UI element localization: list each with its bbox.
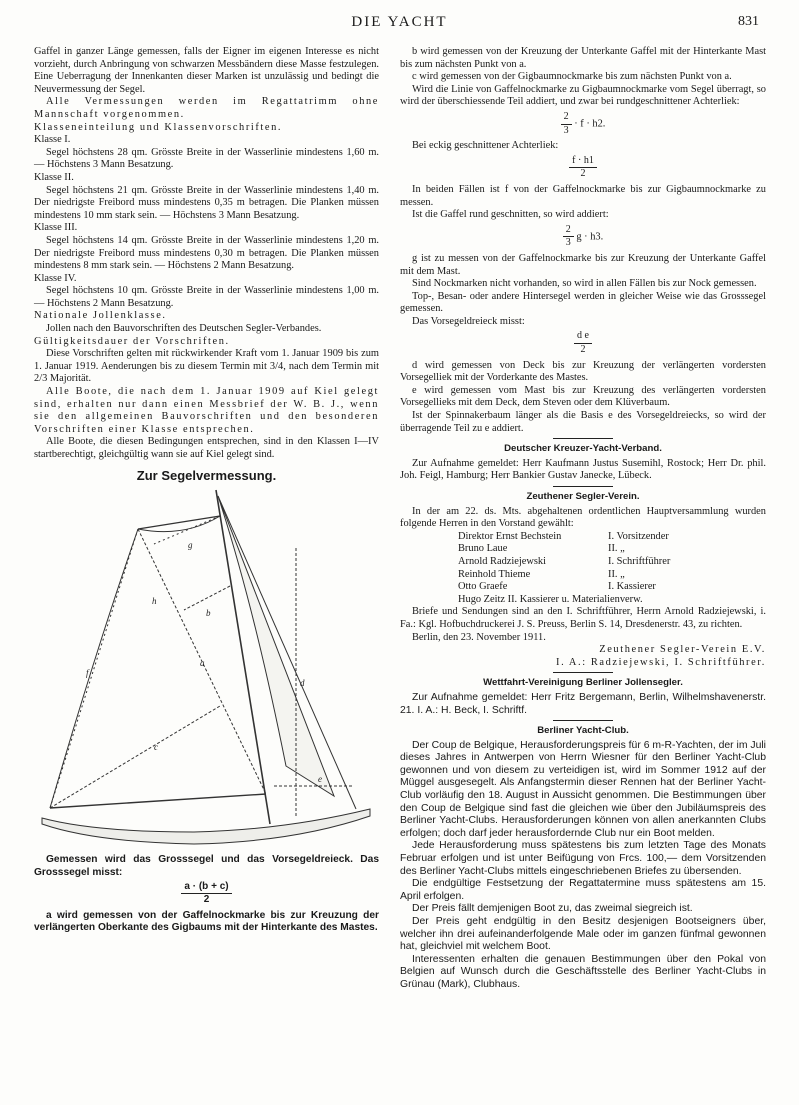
member-role: I. Schriftführer [608,555,671,567]
label-f: f [86,668,89,679]
label-h: h [152,596,157,607]
paragraph: Ist der Spinnakerbaum länger als die Basis e des Vorsegeldreiecks, so wird der überragende Teil zu e addiert. [400,410,766,434]
section-heading: Klasseneinteilung und Klassenvorschriften. [34,121,283,133]
divider [553,438,613,439]
paragraph: Der Preis fällt demjenigen Boot zu, das zweimal siegreich ist. [412,903,693,915]
class-title: Klasse I. [34,134,71,146]
figure-title: Zur Segelvermessung. [136,467,277,483]
paragraph: Ist die Gaffel rund geschnitten, so wird addiert: [412,209,609,221]
formula-numerator: d e [574,330,592,344]
signature: Zeuthener Segler-Verein E.V. [599,644,766,656]
paragraph: c wird gemessen von der Gigbaumnockmarke bis zum nächsten Punkt von a. [412,71,732,83]
paragraph: Interessenten erhalten die genauen Bestimmungen über den Pokal von Belgien auf Wunsch durch die Geschäftsstelle des Berliner Yacht-Clubs in Grünau (Mark), Clubhaus. [400,953,766,990]
paragraph: Top-, Besan- oder andere Hintersegel werden in gleicher Weise wie das Grosssegel gemessen. [400,290,766,315]
label-c: c [154,742,158,753]
paragraph: Das Vorsegeldreieck misst: [412,315,525,327]
paragraph: Zur Aufnahme gemeldet: Herr Fritz Bergemann, Berlin, Wilhelmshavenerstr. 21. I. A.: H. Beck, I. Schriftf. [400,691,766,716]
paragraph: g ist zu messen von der Gaffelnockmarke bis zur Kreuzung der Unterkante Gaffel mit dem Mast. [400,252,766,277]
formula-rest: · f · h2. [574,118,606,130]
figure-caption [34,854,379,934]
board-member [400,569,766,582]
paragraph: d wird gemessen von Deck bis zur Kreuzung der verlängerten vordersten Vorsegelliek mit der Vorderkante des Mastes. [400,359,766,384]
member-name: Otto Graefe [458,581,508,593]
paragraph: Der Preis geht endgültig in den Besitz desjenigen Bootseigners über, welcher ihn drei aufeinanderfolgende Male oder im ganzen fünfmal gewonnen hat, gleichviel mit welchem Boot. [400,916,766,953]
section-heading: Nationale Jollenklasse. [34,310,167,322]
member-entry: Hugo Zeitz II. Kassierer u. Materialienverw. [458,593,643,605]
class-title: Klasse II. [34,171,74,183]
formula-square-leech [400,155,766,181]
divider [553,486,613,487]
section-heading: Wettfahrt-Vereinigung Berliner Jollensegler. [483,677,683,689]
member-role: I. Kassierer [608,581,656,593]
paragraph: Jollen nach den Bauvorschriften des Deutschen Segler-Verbandes. [46,323,322,335]
section-heading: Berliner Yacht-Club. [537,725,629,737]
member-role: I. Vorsitzender [608,530,669,542]
measure-g [154,516,220,544]
page-header [40,14,759,36]
boom [50,794,266,808]
class-title: Klasse III. [34,222,78,234]
section-heading: Deutscher Kreuzer-Yacht-Verband. [504,443,662,455]
formula-foresail [400,330,766,356]
paragraph: Alle Boote, die nach dem 1. Januar 1909 auf Kiel gelegt sind, erhalten nur dann einen Messbrief der W. B. J., wenn sie den allgemeinen Bauvorschriften und den besonderen Vorschriften einer Klasse entsprechen. [34,386,379,435]
formula-denominator: 2 [580,168,586,180]
foresail [218,496,334,796]
board-member [400,594,766,607]
class-text: Segel höchstens 10 qm. Grösste Breite in der Wasserlinie mindestens 1,00 m. — Höchstens 2 Mann Besatzung. [34,285,379,309]
class-title: Klasse IV. [34,272,77,284]
paragraph: Diese Vorschriften gelten mit rückwirkender Kraft vom 1. Januar 1909 bis zum 1. Januar 1919. Aenderungen bis zu diesem Termin mit 3/4, nach dem Termin mit 2/3 Majorität. [34,348,379,385]
paragraph: Sind Nockmarken nicht vorhanden, so wird in allen Fällen bis zur Nock gemessen. [412,278,757,290]
paragraph: In beiden Fällen ist f von der Gaffelnockmarke bis zur Gigbaumnockmarke zu messen. [400,183,766,208]
measure-b [184,586,230,610]
paragraph: Alle Vermessungen werden im Regattatrimm ohne Mannschaft vorgenommen. [34,96,379,120]
label-b: b [206,608,211,619]
class-text: Segel höchstens 21 qm. Grösste Breite in der Wasserlinie mindestens 1,40 m. Der niedrigste Freibord muss mindestens 0,35 m betragen. Die Planken müssen mindestens 10 mm stark sein. — Höchstens 3 Mann Besatzung. [34,184,379,221]
caption-text: a wird gemessen von der Gaffelnockmarke bis zur Kreuzung der verlängerten Oberkante des Gigbaums mit der Hinterkante des Mastes. [34,909,379,934]
paragraph: Bei eckig geschnittener Achterliek: [412,140,559,152]
mainsail-formula [34,881,379,907]
label-g: g [188,540,193,551]
paragraph: Der Coup de Belgique, Herausforderungspreis für 6 m-R-Yachten, der im Juli dieses Jahres in Antwerpen von Herrn Wiesner für den Berliner Yacht-Club gewonnen und von diesem zu verteidigen ist, wird im Sommer 1912 auf der Müggel ausgesegelt. Als Anfangstermin dieser Rennen hat der Berliner Yacht-Club vorläufig den 18. August in Aussicht genommen. Die Bestimmungen über den Coup de Belgique sind fast die gleichen wie über den Jubiläumspreis des Berliner Yacht-Clubs. Herausforderungen können von allen anerkannten Clubs erfolgen; doch darf jeder herausfordernde Club nur ein Boot melden. [400,739,766,839]
formula-round-gaff [400,224,766,250]
member-name: Reinhold Thieme [458,568,531,580]
member-role: II. „ [608,568,625,580]
class-text: Segel höchstens 28 qm. Grösste Breite in der Wasserlinie mindestens 1,60 m. — Höchstens 3 Mann Besatzung. [34,146,379,171]
label-a: a [200,658,205,669]
date-line: Berlin, den 23. November 1911. [412,631,546,643]
paragraph: Wird die Linie von Gaffelnockmarke zu Gigbaumnockmarke vom Segel überragt, so wird der überschiessende Teil addiert, und zwar bei rundgeschnittener Achterliek: [400,83,766,108]
member-name: Direktor Ernst Bechstein [458,530,562,542]
formula-denominator: 3 [565,237,571,249]
paragraph: Die endgültige Festsetzung der Regattatermine muss spätestens am 15. April erfolgen. [400,878,766,902]
formula-denominator: 2 [203,894,210,906]
paragraph: Briefe und Sendungen sind an den I. Schriftführer, Herrn Arnold Radziejewski, i. Fa.: Kgl. Hofbuchdruckerei J. S. Preuss, Berlin S. 14, Dresdenerstr. 43, zu richten. [400,606,766,630]
board-member [400,581,766,594]
member-name: Arnold Radziejewski [458,555,547,567]
section-heading: Gültigkeitsdauer der Vorschriften. [34,335,230,347]
sail-measurement-diagram [34,486,379,854]
page-number: 831 [738,14,759,29]
formula-rest: g · h3. [576,231,604,243]
left-column [34,46,379,935]
paragraph: In der am 22. ds. Mts. abgehaltenen ordentlichen Hauptversammlung wurden folgende Herren in den Vorstand gewählt: [400,505,766,530]
member-role: II. „ [608,543,625,555]
divider [553,672,613,673]
paragraph: Gaffel in ganzer Länge gemessen, falls der Eigner im eigenen Interesse es nicht vorzieht, durch Anbringung von schwarzen Messbändern diese Masse festzulegen. Eine Ueberragung der Innenkanten dieser Marken ist unzulässig und bedingt die Neuvermessung der Segel. [34,46,379,95]
formula-numerator: a · (b + c) [181,881,231,894]
label-e: e [318,774,322,785]
divider [553,720,613,721]
paragraph: Alle Boote, die diesen Bedingungen entsprechen, sind in den Klassen I—IV startberechtigt, gleichgültig wann sie auf Kiel gelegt sind. [34,436,379,460]
label-d: d [300,678,305,689]
caption-text: Gemessen wird das Grosssegel und das Vorsegeldreieck. Das Grosssegel misst: [34,854,379,878]
right-column [400,46,766,992]
signature: I. A.: Radziejewski, I. Schriftführer. [556,656,766,668]
board-member [400,543,766,556]
member-name: Bruno Laue [458,543,508,555]
paragraph: b wird gemessen von der Kreuzung der Unterkante Gaffel mit der Hinterkante Mast bis zum nächsten Punkt von a. [400,46,766,70]
measure-f [50,529,138,808]
paragraph: Jede Herausforderung muss spätestens bis zum letzten Tage des Monats Februar erfolgen und ist unter Beifügung von Frcs. 100,— dem Vorsitzenden des Berliner Yacht-Clubs mittels eingeschriebenen Briefes zu übersenden. [400,840,766,877]
section-heading: Zeuthener Segler-Verein. [526,491,640,502]
class-text: Segel höchstens 14 qm. Grösste Breite in der Wasserlinie mindestens 1,20 m. Der niedrigste Freibord muss mindestens 0,30 m betragen. Die Planken müssen mindestens 8 mm stark sein. — Höchstens 2 Mann Besatzung. [34,234,379,272]
journal-title: DIE YACHT [351,14,448,30]
hull [42,809,370,844]
paragraph: Zur Aufnahme gemeldet: Herr Kaufmann Justus Susemihl, Rostock; Herr Dr. phil. Joh. Feigl, Hamburg; Herr Bankier Gustav Janecke, Lübeck. [400,457,766,482]
formula-denominator: 3 [563,124,569,136]
formula-rounded-leech [400,111,766,137]
formula-numerator: 2 [561,111,572,125]
board-member [400,556,766,569]
paragraph: e wird gemessen vom Mast bis zur Kreuzung des verlängerten vordersten Vorsegellieks mit dem Deck, dem Steven oder dem Klüverbaum. [400,384,766,409]
formula-numerator: f · h1 [569,155,597,169]
formula-denominator: 2 [580,344,586,356]
board-member [400,531,766,544]
formula-numerator: 2 [563,224,574,238]
